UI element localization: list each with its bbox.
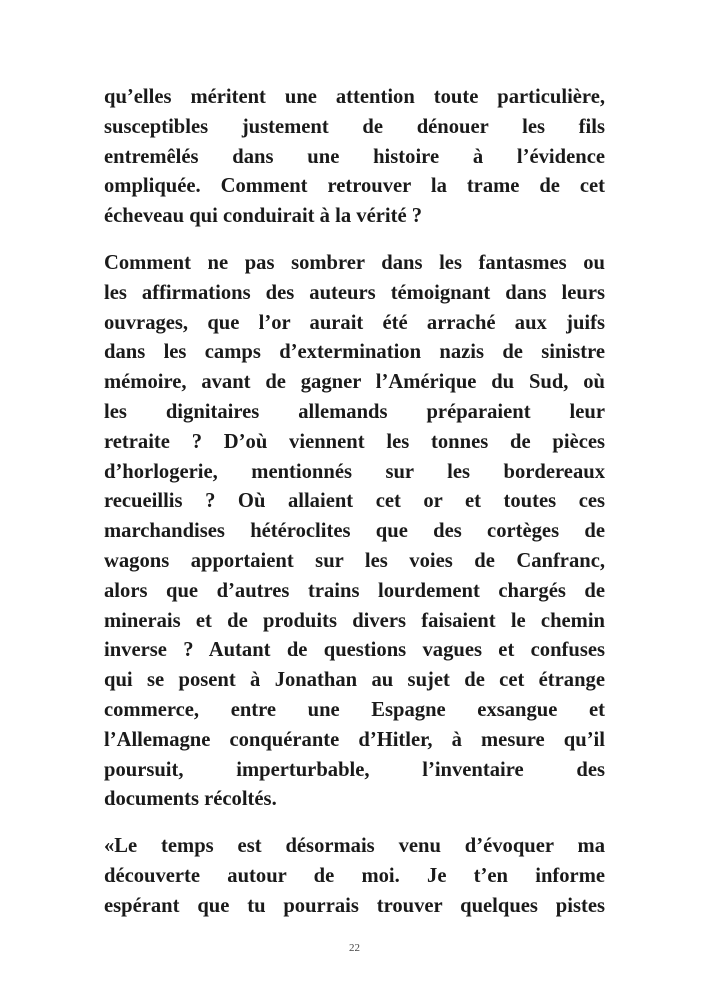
text-line: Comment ne pas sombrer dans les fantasmes ou [104,251,605,274]
page-number: 22 [349,942,360,954]
text-line: alors que d’autres trains lourdement chargés de [104,579,605,602]
text-line: qu’elles méritent une attention toute particulière, [104,86,605,108]
text-line: ouvrages, que l’or aurait été arraché aux juifs [104,311,605,334]
text-line: «Le temps est désormais venu d’évoquer ma [104,835,605,858]
paragraph [104,83,605,232]
text-line: poursuit, imperturbable, l’inventaire des [104,758,605,781]
text-line: d’horlogerie, mentionnés sur les bordereaux [104,460,605,483]
text-line: marchandises hétéroclites que des cortèges de [104,520,605,543]
text-line: recueillis ? Où allaient cet or et toutes ces [104,490,605,513]
text-line: commerce, entre une Espagne exsangue et [104,698,605,721]
text-line: espérant que tu pourrais trouver quelques pistes [104,894,605,917]
text-line: l’Allemagne conquérante d’Hitler, à mesure qu’il [104,728,605,751]
text-line: entremêlés dans une histoire à l’évidence [104,145,605,168]
text-line: qui se posent à Jonathan au sujet de cet étrange [104,669,605,692]
paragraph [104,832,605,921]
text-line: minerais et de produits divers faisaient le chemin [104,609,605,632]
text-line: susceptibles justement de dénouer les fils [104,115,605,138]
body-text [104,83,605,939]
text-line: documents récoltés. [104,788,277,811]
text-line: les affirmations des auteurs témoignant dans leurs [104,281,605,304]
text-line: mémoire, avant de gagner l’Amérique du Sud, où [104,371,605,394]
text-line: dans les camps d’extermination nazis de sinistre [104,341,605,364]
text-line: écheveau qui conduirait à la vérité ? [104,205,423,228]
text-line: découverte autour de moi. Je t’en informe [104,864,605,887]
text-line: wagons apportaient sur les voies de Canfranc, [104,549,605,572]
text-line: retraite ? D’où viennent les tonnes de pièces [104,430,605,453]
text-line: inverse ? Autant de questions vagues et confuses [104,639,605,662]
paragraph [104,249,605,815]
text-line: les dignitaires allemands préparaient leur [104,400,605,423]
text-line: ompliquée. Comment retrouver la trame de cet [104,175,605,198]
